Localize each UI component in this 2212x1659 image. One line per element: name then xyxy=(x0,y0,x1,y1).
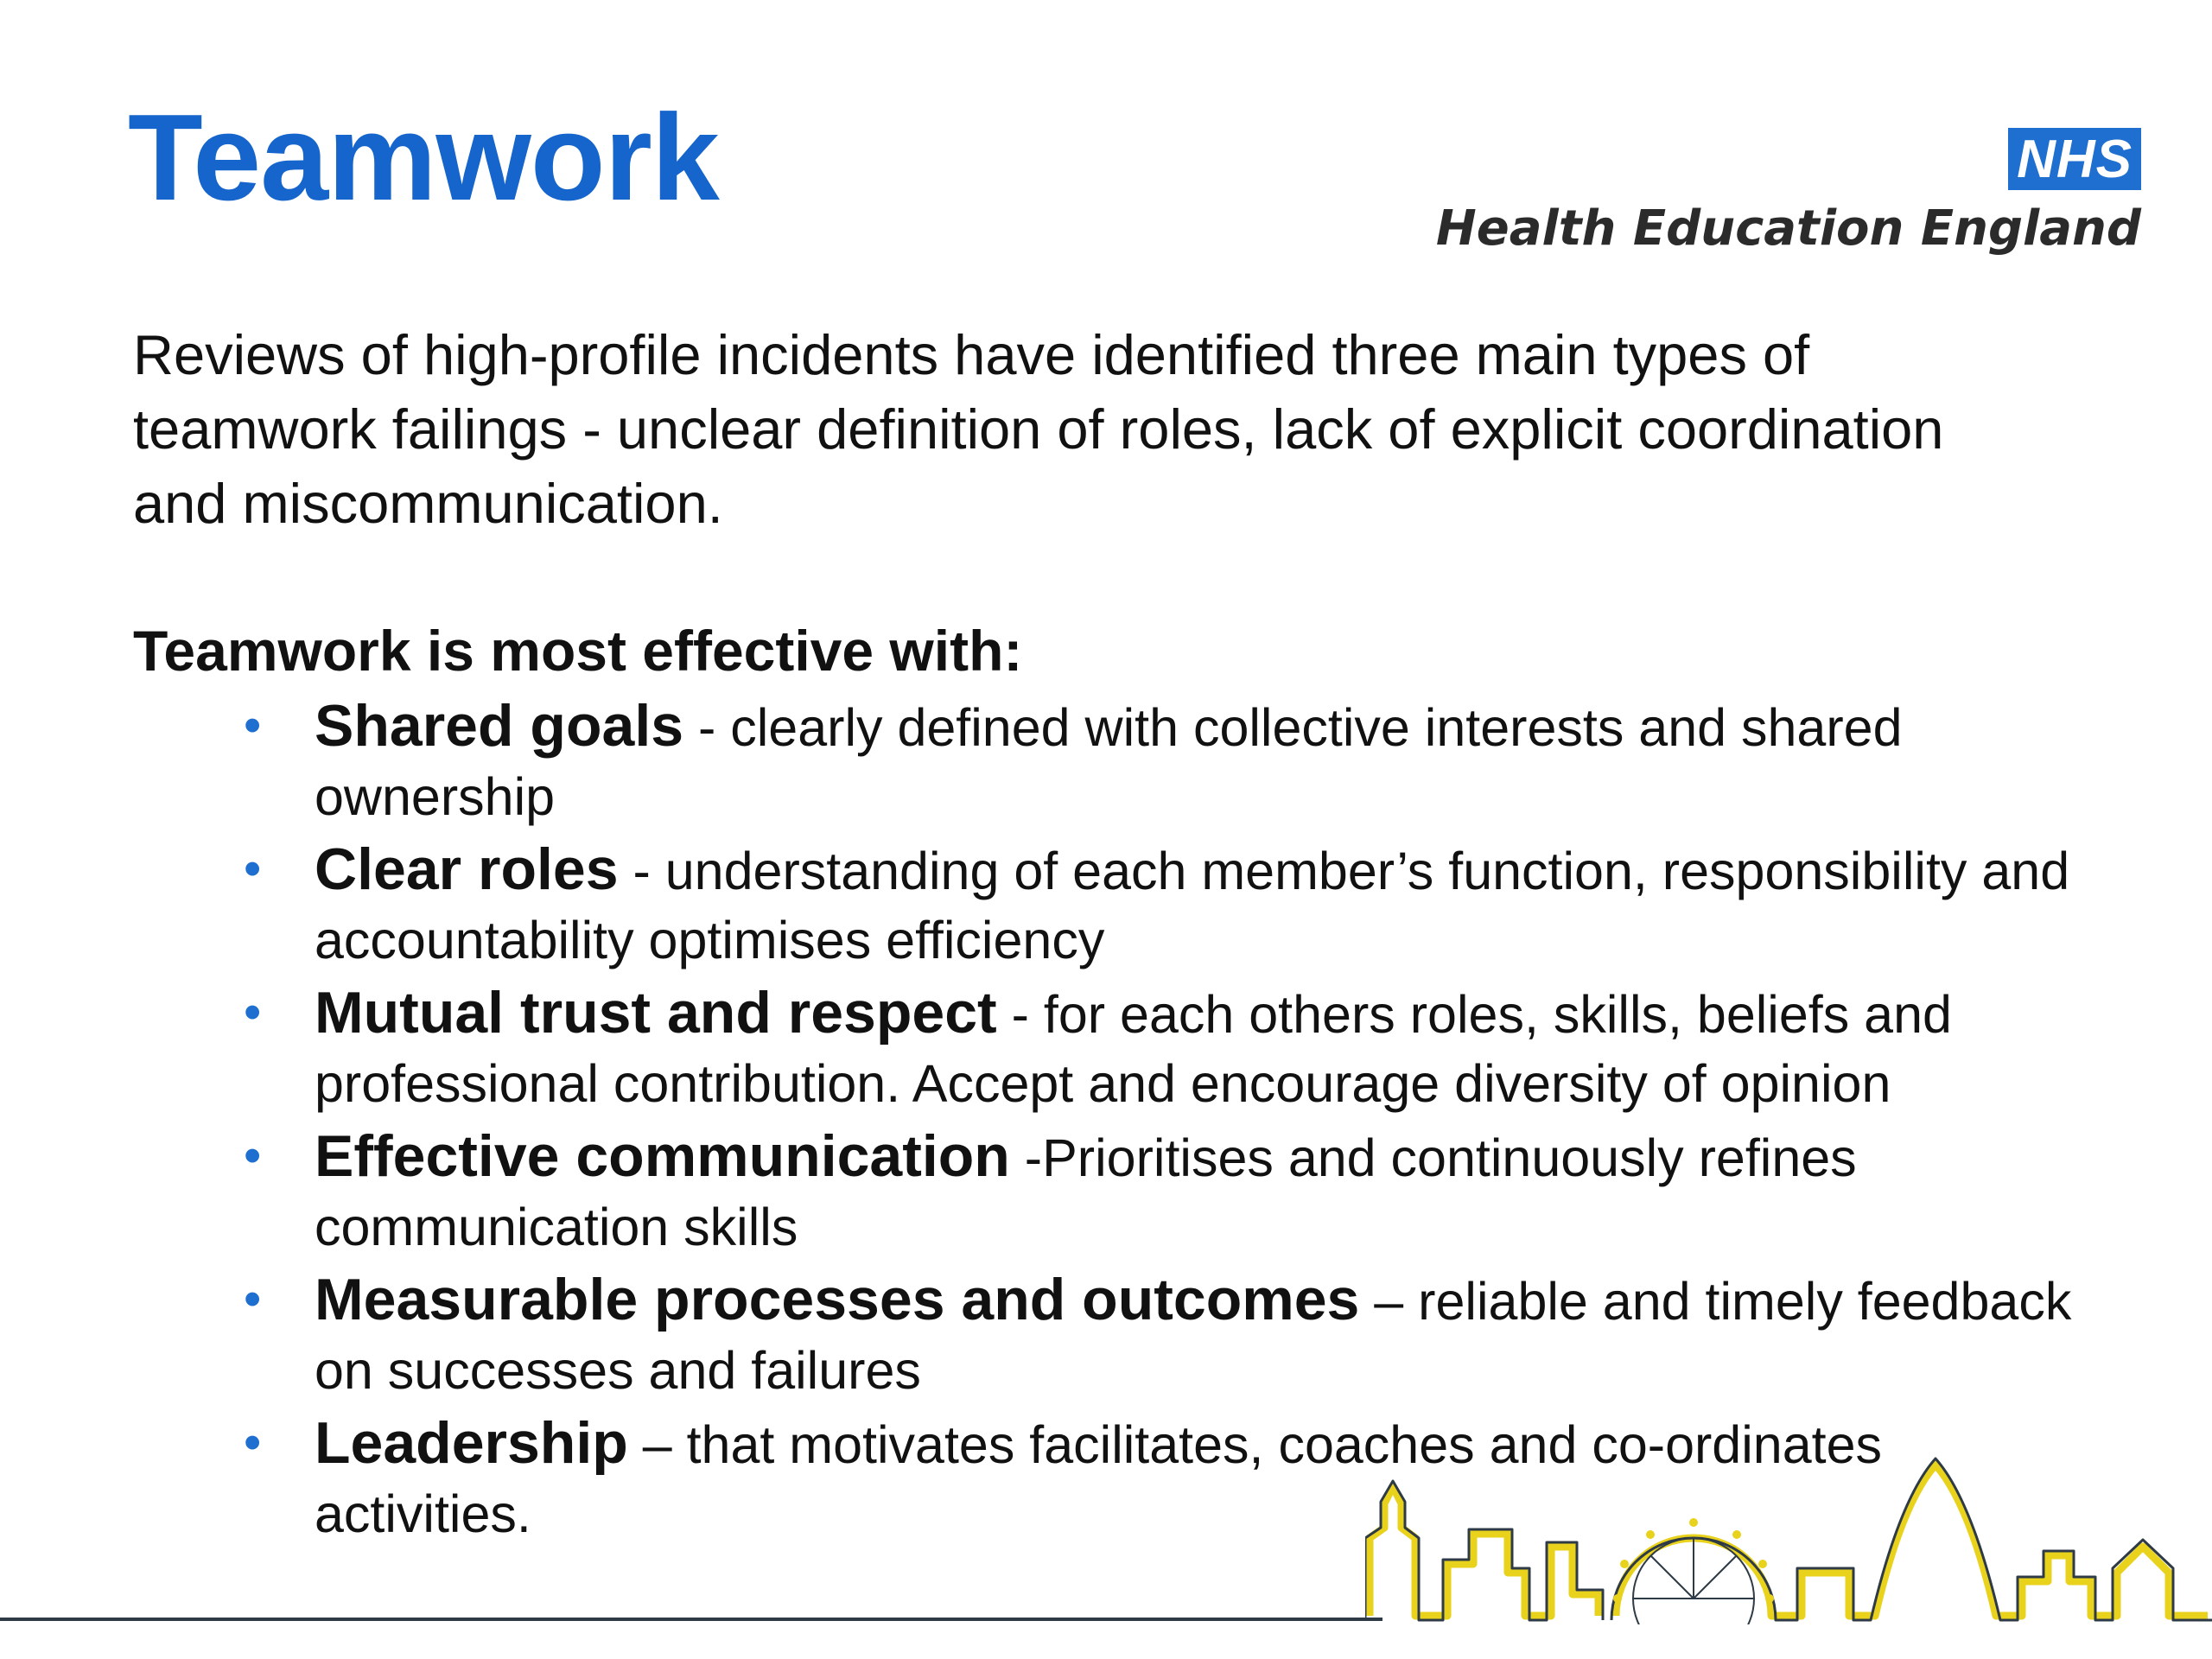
intro-paragraph: Reviews of high-profile incidents have identified three main types of teamwork failings - unclear definition of roles, lack of explicit coordination and miscommunication. xyxy=(133,323,1944,535)
point-term: Mutual trust and respect xyxy=(315,980,997,1046)
point-term: Shared goals xyxy=(315,693,684,759)
nhs-logo xyxy=(1436,128,2141,257)
bullet-dot-icon: • xyxy=(244,841,262,897)
list-item xyxy=(242,1122,2082,1262)
footer-rule xyxy=(0,1618,1382,1621)
point-description: - understanding of each member’s function, responsibility and accountability optimises efficiency xyxy=(315,842,2070,969)
list-item xyxy=(242,1265,2082,1405)
point-term: Leadership xyxy=(315,1410,628,1476)
nhs-logo-mark: NHS xyxy=(2008,128,2141,190)
list-item xyxy=(242,835,2082,975)
point-description: – reliable and timely feedback on successes and failures xyxy=(315,1272,2072,1400)
point-description: -Prioritises and continuously refines communication skills xyxy=(315,1128,1857,1256)
bullet-dot-icon: • xyxy=(244,1414,262,1471)
point-term: Measurable processes and outcomes xyxy=(315,1267,1360,1332)
bullet-dot-icon: • xyxy=(244,697,262,753)
point-description: - for each others roles, skills, beliefs and professional contribution. Accept and encourage diversity of opinion xyxy=(315,985,1952,1113)
effectiveness-list xyxy=(242,691,2082,1552)
point-term: Effective communication xyxy=(315,1123,1010,1189)
slide-title: Teamwork xyxy=(128,89,719,226)
list-item xyxy=(242,978,2082,1118)
london-skyline-icon xyxy=(1365,1452,2212,1624)
list-item xyxy=(242,691,2082,831)
org-name: Health Education England xyxy=(1435,200,2141,257)
point-description: – that motivates facilitates, coaches and co-ordinates activities. xyxy=(315,1415,1883,1543)
bullet-dot-icon: • xyxy=(244,984,262,1040)
bullet-dot-icon: • xyxy=(244,1128,262,1184)
bullet-dot-icon: • xyxy=(244,1271,262,1327)
point-description: - clearly defined with collective interests and shared ownership xyxy=(315,698,1903,826)
point-term: Clear roles xyxy=(315,836,619,902)
subheading: Teamwork is most effective with: xyxy=(133,619,1023,683)
